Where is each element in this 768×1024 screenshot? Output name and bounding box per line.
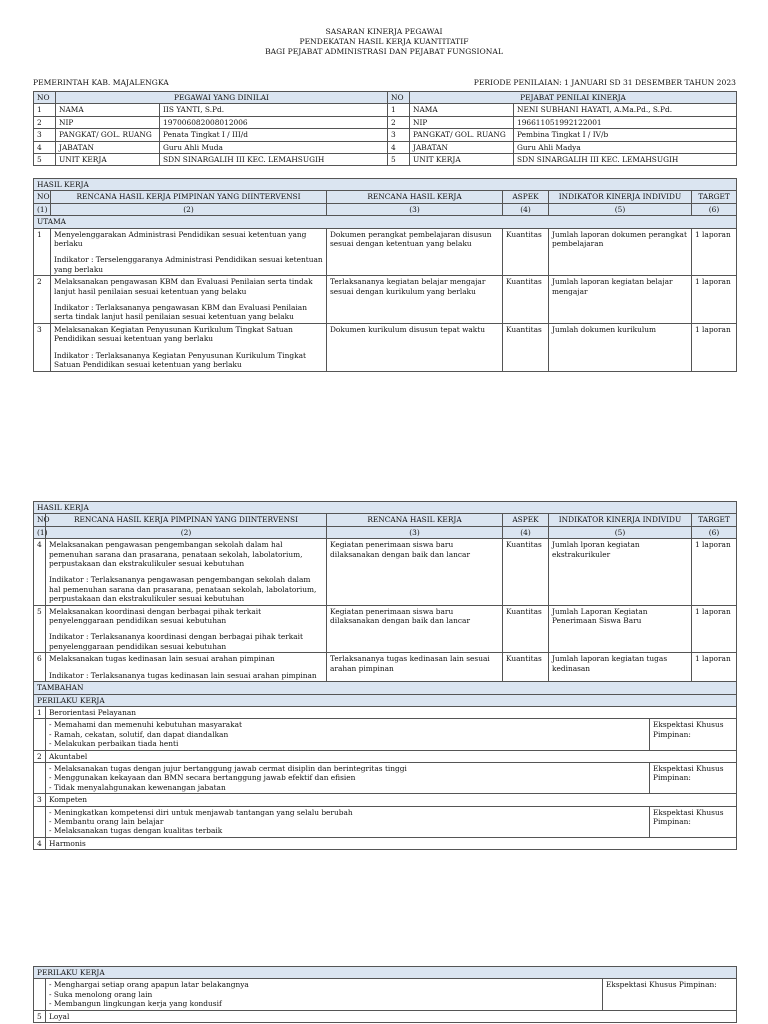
cell-text: Melaksanakan Kegiatan Penyusunan Kurikulum Tingkat Satuan Pendidikan sesuai ketentuan yang berlaku	[54, 324, 293, 344]
meta-row	[33, 78, 736, 87]
ekspektasi-cell: Ekspektasi Khusus Pimpinan:	[650, 762, 737, 793]
doc-subtitle: PENDEKATAN HASIL KERJA KUANTITATIF	[299, 37, 469, 46]
table-cell: NO	[34, 191, 51, 203]
table-row	[34, 276, 737, 324]
behavior-group	[34, 750, 737, 762]
table-row	[34, 653, 737, 682]
table-cell	[34, 762, 46, 793]
table-cell: (4)	[503, 203, 549, 215]
cell-text: Indikator : Terlaksananya pengawasan pengembangan sekolah dalam hal pemenuhan sarana dan prasarana, penataan sekolah, labolatorium, perpustakaan dan ekstrakulikuler sesuai kebutuhan	[49, 575, 317, 604]
table-cell: ASPEK	[503, 191, 549, 203]
cell-text: Melaksanakan pengawasan pengembangan sekolah dalam hal pemenuhan sarana dan prasarana, penataan sekolah, labolatorium, perpustakaan dan ekstrakulikuler sesuai kebutuhan	[49, 540, 303, 569]
identity-row	[34, 129, 737, 141]
table-row	[34, 323, 737, 371]
column-numbers	[34, 203, 737, 215]
cell-text: - Suka menolong orang lain	[49, 989, 153, 999]
table-cell: 5	[34, 154, 56, 166]
table-cell: 1 laporan	[692, 323, 737, 371]
instansi: PEMERINTAH KAB. MAJALENGKA	[33, 78, 169, 87]
cell-text: Indikator : Terlaksananya pengawasan KBM dan Evaluasi Penilaian serta tindak lanjut hasil penilaian sesuai ketentuan yang belaku	[54, 303, 307, 322]
table-cell: 3	[388, 129, 410, 141]
table-cell: Jumlah laporan dokumen perangkat pembelajaran	[549, 228, 692, 276]
identity-row	[34, 104, 737, 116]
table-cell: Jumlah laporan kegiatan belajar mengajar	[549, 276, 692, 324]
table-cell: (6)	[692, 526, 737, 538]
behavior-group	[34, 706, 737, 718]
cell-text: - Menghargai setiap orang apapun latar belakangnya	[49, 980, 249, 990]
perilaku-title: PERILAKU KERJA	[34, 967, 737, 979]
table-cell: 1	[34, 228, 51, 276]
table-cell: Kegiatan penerimaan siswa baru dilaksanakan dengan baik dan lancar	[327, 605, 503, 653]
table-cell: 2	[34, 750, 46, 762]
table-cell: SDN SINARGALIH III KEC. LEMAHSUGIH	[514, 154, 737, 166]
identity-row	[34, 141, 737, 153]
table-cell: Kuantitas	[503, 228, 549, 276]
cell-text: - Menggunakan kekayaan dan BMN secara bertanggung jawab efektif dan efisien	[49, 773, 356, 783]
table-cell: UNIT KERJA	[410, 154, 514, 166]
doc-subtitle-2: BAGI PEJABAT ADMINISTRASI DAN PEJABAT FUNGSIONAL	[265, 47, 503, 56]
table-row	[34, 605, 737, 653]
table-cell: 3	[34, 323, 51, 371]
cell-text: - Melaksanakan tugas dengan jujur bertanggung jawab cermat disiplin dan berintegritas tinggi	[49, 763, 407, 773]
table-cell: 2	[34, 116, 56, 128]
table-cell: 1 laporan	[692, 228, 737, 276]
table-cell	[46, 719, 650, 750]
cell-text: - Membangun lingkungan kerja yang kondusif	[49, 999, 222, 1009]
identity-table	[33, 91, 737, 166]
table-cell: Dokumen perangkat pembelajaran disusun sesuai dengan ketentuan yang belaku	[327, 228, 503, 276]
table-cell: JABATAN	[56, 141, 160, 153]
table-cell: 5	[34, 605, 46, 653]
table-cell	[34, 806, 46, 837]
table-cell: 1 laporan	[692, 276, 737, 324]
table-cell: 4	[34, 141, 56, 153]
table-cell: 197006082008012006	[160, 116, 388, 128]
table-cell: PANGKAT/ GOL. RUANG	[56, 129, 160, 141]
table-cell: 196611051992122001	[514, 116, 737, 128]
table-cell: (5)	[549, 526, 692, 538]
table-cell: RENCANA HASIL KERJA	[327, 514, 503, 526]
cell-text: - Meningkatkan kompetensi diri untuk menjawab tantangan yang selalu berubah	[49, 807, 353, 817]
ekspektasi-cell: Ekspektasi Khusus Pimpinan:	[650, 719, 737, 750]
column-headers	[34, 191, 737, 203]
table-cell: NAMA	[56, 104, 160, 116]
table-cell	[46, 605, 327, 653]
table-cell: (1)	[34, 203, 51, 215]
table-cell: Jumlah dokumen kurikulum	[549, 323, 692, 371]
behavior-items	[34, 979, 737, 1010]
table-cell: 4	[388, 141, 410, 153]
no-header: NO	[34, 92, 56, 104]
table-cell	[46, 979, 603, 1010]
behavior-items	[34, 719, 737, 750]
table-cell: 1 laporan	[692, 653, 737, 682]
table-cell: Dokumen kurikulum disusun tepat waktu	[327, 323, 503, 371]
table-cell: Kuantitas	[503, 605, 549, 653]
cell-text: Indikator : Terlaksananya koordinasi dengan berbagai pihak terkait penyelenggaraan pendidikan sesuai kebutuhan	[49, 632, 303, 651]
table-cell	[51, 323, 327, 371]
table-cell: PANGKAT/ GOL. RUANG	[410, 129, 514, 141]
table-cell: Guru Ahli Muda	[160, 141, 388, 153]
table-cell: NIP	[410, 116, 514, 128]
behavior-items	[34, 806, 737, 837]
table-cell: Kuantitas	[503, 323, 549, 371]
table-cell: (5)	[549, 203, 692, 215]
cell-text: - Membantu orang lain belajar	[49, 816, 164, 826]
cell-text: - Tidak menyalahgunakan kewenangan jabatan	[49, 782, 226, 792]
table-cell: UNIT KERJA	[56, 154, 160, 166]
table-cell	[34, 719, 46, 750]
table-cell: RENCANA HASIL KERJA PIMPINAN YANG DIINTERVENSI	[51, 191, 327, 203]
section-title: HASIL KERJA	[34, 502, 737, 514]
table-cell: (2)	[51, 203, 327, 215]
hasil-kerja-table-1	[33, 178, 737, 372]
section-title: HASIL KERJA	[34, 179, 737, 191]
table-row	[34, 539, 737, 605]
table-cell	[51, 276, 327, 324]
table-cell	[51, 228, 327, 276]
penilai-header: PEJABAT PENILAI KINERJA	[410, 92, 737, 104]
table-cell: 5	[34, 1010, 46, 1022]
cell-text: Indikator : Terselenggaranya Administrasi Pendidikan sesuai ketentuan yang berlaku	[54, 255, 323, 274]
table-cell: (6)	[692, 203, 737, 215]
table-cell: (1)	[34, 526, 46, 538]
cell-text: Indikator : Terlaksananya tugas kedinasan lain sesuai arahan pimpinan	[49, 670, 317, 680]
tambahan-label: TAMBAHAN	[34, 682, 737, 694]
cell-text: - Melaksanakan tugas dengan kualitas terbaik	[49, 826, 223, 836]
behavior-group	[34, 1010, 737, 1022]
table-cell: Akuntabel	[46, 750, 737, 762]
pegawai-header: PEGAWAI YANG DINILAI	[56, 92, 388, 104]
table-cell: (4)	[503, 526, 549, 538]
ekspektasi-cell: Ekspektasi Khusus Pimpinan:	[603, 979, 737, 1010]
table-cell: INDIKATOR KINERJA INDIVIDU	[549, 191, 692, 203]
table-cell: NO	[34, 514, 46, 526]
identity-row	[34, 116, 737, 128]
hasil-kerja-table-2	[33, 501, 737, 850]
cell-text: - Memahami dan memenuhi kebutuhan masyarakat	[49, 720, 243, 730]
table-cell: TARGET	[692, 514, 737, 526]
table-cell: 1	[34, 706, 46, 718]
table-cell: Pembina Tingkat I / IV/b	[514, 129, 737, 141]
behavior-items	[34, 762, 737, 793]
cell-text: - Melakukan perbaikan tiada henti	[49, 739, 179, 749]
cell-text: Indikator : Terlaksananya Kegiatan Penyusunan Kurikulum Tingkat Satuan Pendidikan sesuai ketentuan yang berlaku	[54, 350, 306, 370]
table-cell: 4	[34, 837, 46, 849]
table-cell: (3)	[327, 203, 503, 215]
table-cell: SDN SINARGALIH III KEC. LEMAHSUGIH	[160, 154, 388, 166]
table-cell: 1 laporan	[692, 539, 737, 605]
table-cell: NENI SUBHANI HAYATI, A.Ma.Pd., S.Pd.	[514, 104, 737, 116]
cell-text: Melaksanakan tugas kedinasan lain sesuai arahan pimpinan	[49, 654, 275, 664]
table-row	[34, 228, 737, 276]
table-cell: IIS YANTI, S.Pd.	[160, 104, 388, 116]
column-numbers	[34, 526, 737, 538]
table-cell: Berorientasi Pelayanan	[46, 706, 737, 718]
utama-label: UTAMA	[34, 216, 737, 228]
table-cell	[34, 979, 46, 1010]
table-cell: Penata Tingkat I / III/d	[160, 129, 388, 141]
identity-row	[34, 154, 737, 166]
table-cell	[46, 653, 327, 682]
table-cell: RENCANA HASIL KERJA PIMPINAN YANG DIINTERVENSI	[46, 514, 327, 526]
table-cell: Loyal	[46, 1010, 737, 1022]
cell-text: Melaksanakan koordinasi dengan berbagai pihak terkait penyelenggaraan pendidikan sesuai kebutuhan	[49, 606, 262, 626]
cell-text: - Ramah, cekatan, solutif, dan dapat diandalkan	[49, 729, 229, 739]
table-cell: Kegiatan penerimaan siswa baru dilaksanakan dengan baik dan lancar	[327, 539, 503, 605]
table-cell: 2	[34, 276, 51, 324]
table-cell	[46, 806, 650, 837]
table-cell: NAMA	[410, 104, 514, 116]
table-cell: JABATAN	[410, 141, 514, 153]
table-cell: 6	[34, 653, 46, 682]
table-cell: 1	[34, 104, 56, 116]
table-cell: Harmonis	[46, 837, 737, 849]
table-cell: 4	[34, 539, 46, 605]
table-cell: NIP	[56, 116, 160, 128]
table-cell: ASPEK	[503, 514, 549, 526]
table-cell: Kuantitas	[503, 539, 549, 605]
perilaku-table-3	[33, 966, 737, 1023]
table-cell: 1	[388, 104, 410, 116]
table-cell	[46, 762, 650, 793]
table-cell: 3	[34, 794, 46, 806]
table-cell: Guru Ahli Madya	[514, 141, 737, 153]
table-cell: (3)	[327, 526, 503, 538]
table-cell: RENCANA HASIL KERJA	[327, 191, 503, 203]
ekspektasi-cell: Ekspektasi Khusus Pimpinan:	[650, 806, 737, 837]
table-cell: 1 laporan	[692, 605, 737, 653]
perilaku-title: PERILAKU KERJA	[34, 694, 737, 706]
cell-text: Melaksanakan pengawasan KBM dan Evaluasi Penilaian serta tindak lanjut hasil penilaian sesuai ketentuan yang belaku	[54, 277, 313, 296]
table-cell: INDIKATOR KINERJA INDIVIDU	[549, 514, 692, 526]
table-cell: 3	[34, 129, 56, 141]
table-cell: Terlaksananya tugas kedinasan lain sesuai arahan pimpinan	[327, 653, 503, 682]
table-cell: 5	[388, 154, 410, 166]
no-header: NO	[388, 92, 410, 104]
table-cell: Jumlah lporan kegiatan ekstrakurikuler	[549, 539, 692, 605]
table-cell: Terlaksananya kegiatan belajar mengajar sesuai dengan kurikulum yang berlaku	[327, 276, 503, 324]
table-cell: Jumlah laporan kegiatan tugas kedinasan	[549, 653, 692, 682]
table-cell: Kuantitas	[503, 653, 549, 682]
table-cell	[46, 539, 327, 605]
behavior-group	[34, 794, 737, 806]
doc-title: SASARAN KINERJA PEGAWAI	[325, 27, 443, 36]
table-cell: (2)	[46, 526, 327, 538]
periode: PERIODE PENILAIAN: 1 JANUARI SD 31 DESEMBER TAHUN 2023	[473, 78, 736, 87]
behavior-group	[34, 837, 737, 849]
cell-text: Menyelenggarakan Administrasi Pendidikan sesuai ketentuan yang berlaku	[54, 229, 307, 249]
table-cell: TARGET	[692, 191, 737, 203]
table-cell: Jumlah Laporan Kegiatan Penerimaan Siswa Baru	[549, 605, 692, 653]
table-cell: Kompeten	[46, 794, 737, 806]
column-headers	[34, 514, 737, 526]
table-cell: 2	[388, 116, 410, 128]
table-cell: Kuantitas	[503, 276, 549, 324]
